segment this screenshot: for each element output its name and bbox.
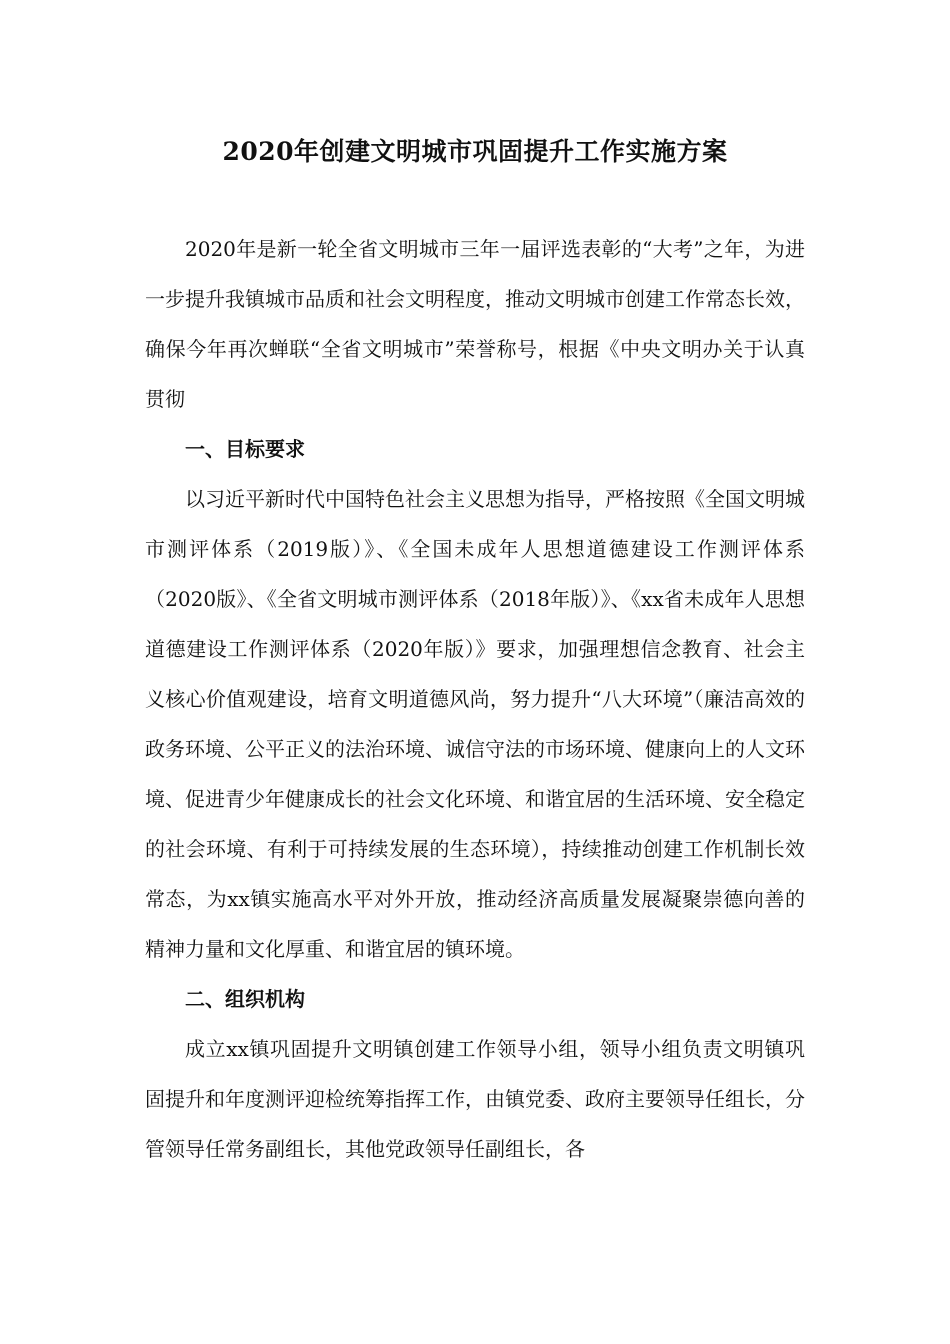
section-heading-organization: 二、组织机构: [185, 987, 305, 1011]
goals-paragraph: 以习近平新时代中国特色社会主义思想为指导，严格按照《全国文明城市测评体系（2019版）》、《全国未成年人思想道德建设工作测评体系（2020版》、《全省文明城市测评体系（2018年版）》、《xx省未成年人思想道德建设工作测评体系（2020年版）》要求，加强理想信念教育、社会主义核心价值观建设，培育文明道德风尚，努力提升“八大环境”（廉洁高效的政务环境、公平正义的法治环境、诚信守法的市场环境、健康向上的人文环境、促进青少年健康成长的社会文化环境、和谐宜居的生活环境、安全稳定的社会环境、有利于可持续发展的生态环境），持续推动创建工作机制长效常态，为xx镇实施高水平对外开放，推动经济高质量发展凝聚崇德向善的精神力量和文化厚重、和谐宜居的镇环境。: [145, 487, 805, 961]
intro-paragraph: 2020年是新一轮全省文明城市三年一届评选表彰的“大考”之年，为进一步提升我镇城市品质和社会文明程度，推动文明城市创建工作常态长效，确保今年再次蝉联“全省文明城市”荣誉称号，根据《中央文明办关于认真贯彻: [145, 237, 805, 411]
section-heading-goals: 一、目标要求: [185, 437, 305, 461]
organization-paragraph: 成立xx镇巩固提升文明镇创建工作领导小组，领导小组负责文明镇巩固提升和年度测评迎检统筹指挥工作，由镇党委、政府主要领导任组长，分管领导任常务副组长，其他党政领导任副组长，各: [145, 1037, 805, 1161]
document-body: [145, 224, 805, 1174]
document-title: 2020年创建文明城市巩固提升工作实施方案: [222, 137, 728, 166]
